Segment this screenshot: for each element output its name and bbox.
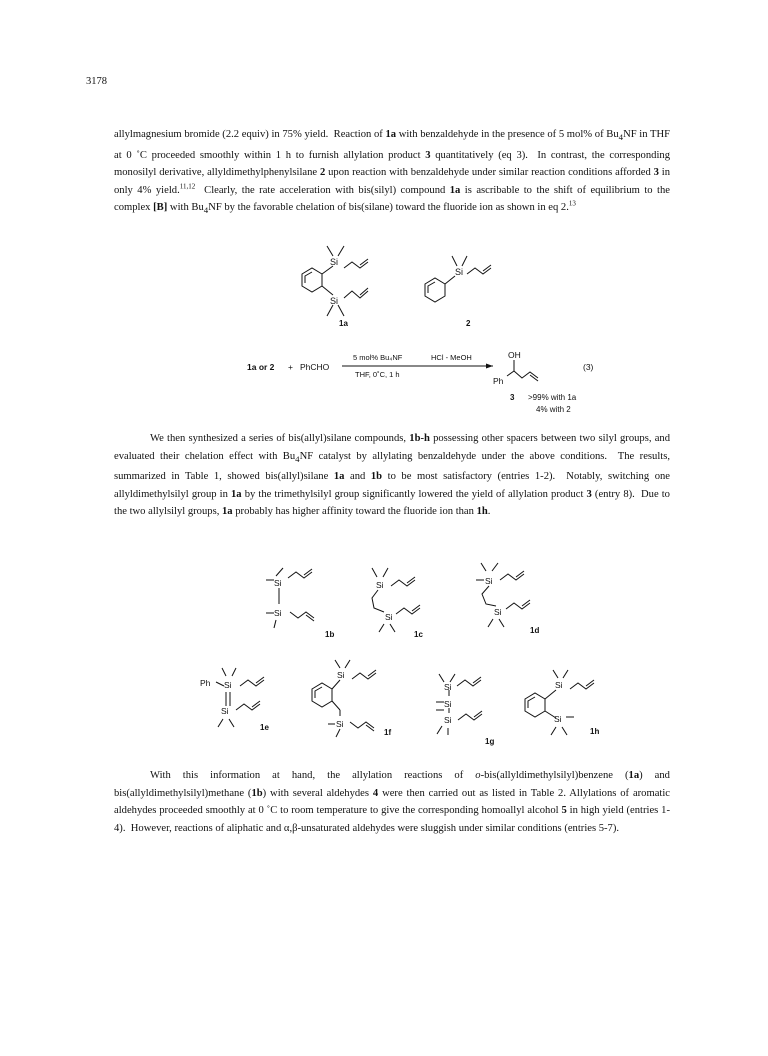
- paragraph-2: We then synthesized a series of bis(allyl)silane compounds, 1b-h possessing other spacers between two silyl groups, and evaluated their chelation effect with $Bu_4NF$ catalyst by allylating benzaldehyde under the above conditions. The results, summarized in Table 1, showed bis(allyl)silane 1a and 1b to be most satisfactory (entries 1-2). Notably, switching one allyldimethylsilyl group in 1a by the trimethylsilyl group significantly lowered the yield of allylation product 3 (entry 8). Due to the two allylsilyl groups, 1a probably has higher affinity toward the fluoride ion than 1h.: [114, 433, 670, 518]
- structure-1b: [266, 568, 314, 628]
- label-1e: 1e: [260, 723, 269, 732]
- si-label: Si: [555, 680, 563, 690]
- paragraph-1: allylmagnesium bromide (2.2 equiv) in 75% yield. Reaction of 1a with benzaldehyde in the presence of 5 mol% of $Bu_4NF$ in THF at 0 ˚C proceeded smoothly within 1 h to furnish allylation product 3 quantitatively (eq 3). In contrast, the corresponding monosilyl derivative, allyldimethylphenylsilane 2 upon reaction with benzaldehyde under similar reaction conditions afforded 3 in only 4% yield.$^{11,12}$ Clearly, the rate acceleration with bis(silyl) compound 1a is ascribable to the shift of equilibrium to the complex [B] with $Bu_4NF$ by the favorable chelation of bis(silane) toward the fluoride ion as shown in eq 2.13: [114, 129, 671, 216]
- condition-bottom: THF, 0˚C, 1 h: [355, 370, 400, 379]
- label-3: 3: [510, 393, 515, 402]
- product-ph: Ph: [493, 376, 504, 386]
- workup-label: HCl - MeOH: [431, 353, 472, 362]
- page-number: 3178: [86, 76, 107, 87]
- si-label: Si: [444, 699, 452, 709]
- si-label: Si: [444, 715, 452, 725]
- si-label: Si: [455, 267, 464, 277]
- si-label: Si: [376, 580, 384, 590]
- yield-1a: >99% with 1a: [528, 393, 577, 402]
- label-1h: 1h: [590, 727, 600, 736]
- si-label: Si: [385, 612, 393, 622]
- plus-sign: +: [288, 362, 293, 372]
- si-label: Si: [274, 608, 282, 618]
- si-label: Si: [221, 706, 229, 716]
- si-label: Si: [224, 680, 232, 690]
- condition-top: 5 mol% Bu₄NF: [353, 353, 403, 362]
- yield-2: 4% with 2: [536, 405, 571, 414]
- si-label: Si: [554, 714, 562, 724]
- structure-1g: [436, 674, 482, 735]
- label-1a: 1a: [339, 319, 348, 328]
- ph-label: Ph: [200, 678, 211, 688]
- paragraph-3: With this information at hand, the allylation reactions of o-bis(allyldimethylsilyl)benzene (1a) and bis(allyldimethylsilyl)methane (1b) with several aldehydes 4 were then carried out as listed in Table 2. Allylations of aromatic aldehydes proceeded smoothly at 0 ˚C to room temperature to give the corresponding homoallyl alcohol 5 in high yield (entries 1-4). However, reactions of aliphatic and α,β-unsaturated aldehydes were sluggish under similar conditions (entries 5-7).: [114, 770, 671, 834]
- label-1f: 1f: [384, 728, 392, 737]
- si-label: Si: [444, 682, 452, 692]
- label-1b: 1b: [325, 630, 335, 639]
- equation-number: (3): [583, 362, 594, 372]
- structure-1e: [216, 668, 264, 727]
- si-label: Si: [336, 719, 344, 729]
- si-label: Si: [494, 607, 502, 617]
- label-1c: 1c: [414, 630, 423, 639]
- si-label: Si: [330, 296, 339, 306]
- si-label: Si: [274, 578, 282, 588]
- label-2: 2: [466, 319, 471, 328]
- aldehyde-label: PhCHO: [300, 362, 330, 372]
- product-oh: OH: [508, 350, 521, 360]
- structure-1c: [372, 568, 420, 632]
- si-label: Si: [485, 576, 493, 586]
- reactant-label: 1a or 2: [247, 362, 275, 372]
- structure-1d: [476, 563, 530, 627]
- label-1d: 1d: [530, 626, 540, 635]
- label-1g: 1g: [485, 737, 495, 746]
- si-label: Si: [330, 257, 339, 267]
- si-label: Si: [337, 670, 345, 680]
